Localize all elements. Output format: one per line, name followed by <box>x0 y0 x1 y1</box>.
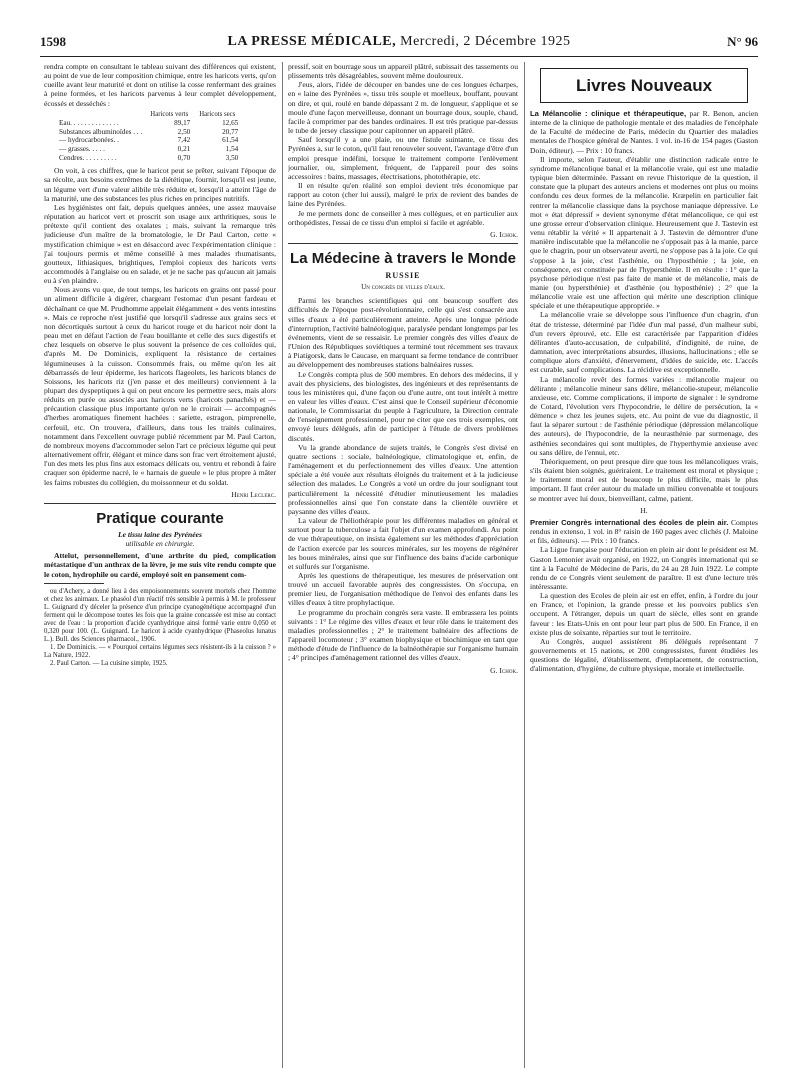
table-cell: 0,70 <box>177 153 191 162</box>
book-reference: Comptes rendus in extenso, 1 vol. in 8° raisin de 160 pages avec clichés (J. Maloine et fils, éditeurs). — Prix : 10 francs. <box>530 517 758 546</box>
paragraph: Le Congrès compta plus de 500 membres. En dehors des médecins, il y avait des physiciens, des biologistes, des ingénieurs et des représentants de tous les ministères qui, d'une façon ou d'une autre, ont tout intérêt à mettre en valeur les villes d'eaux. C'est ainsi que le Conseil supérieur d'économie nationale, le Commissariat du peuple à l'agriculture, la Direction centrale de l'enseignement professionnel, pour ne citer que ces trois exemples, ont envoyé leurs délégués, afin de participer à l'étude de divers problèmes discutés. <box>288 369 518 443</box>
paragraph: Les hygiénistes ont fait, depuis quelques années, une assez mauvaise réputation au haricot vert et proscrit son usage aux arthritiques, sous le prétexte qu'il contient des oxalates ; mais, suivant la remarque très judicieuse d'un maître de la bromatologie, le Dr Paul Carton, cette « mystification chimique » est en désaccord avec l'expérimentation clinique : j'ai toujours permis et même conseillé à mes malades rhumatisants, goutteux, lithiasiques, brightiques, l'emploi copieux des haricots verts accommodés à l'anglaise ou en salade, et je ne sache pas qu'aucun ait jamais eu à s'en plaindre. <box>44 202 276 286</box>
footnote-rule <box>44 583 104 584</box>
country-heading: RUSSIE <box>385 270 421 280</box>
paragraph: La mélancolie vraie se développe sous l'influence d'un chagrin, d'un état de tristesse, déterminé par l'idée d'un mal passé, d'un malheur subi, d'un revers éprouvé, etc. Elle est caractérisée par l'apparition d'idées délirantes d'auto-accusation, de culpabilité, d'indignité, de ruine, de damnation, avec interprétations absurdes, illusions, hallucinations ; elle se complique alors d'anxiété, d'énervement, d'idées de suicide, etc. L'accès est curable, sauf complications. La récidive est exceptionnelle. <box>530 310 758 375</box>
composition-table <box>56 110 241 162</box>
column-3 <box>530 62 758 1068</box>
table-cell: 12,65 <box>222 119 239 128</box>
book-reference: par R. Benon, ancien interne de la clinique de pathologie mentale et des maladies de l'encéphale de la Faculté de médecine de Paris, médecin du Quartier des maladies mentales de l'hospice général de Nantes. 1 vol. in-16 de 154 pages (Gaston Doin, éditeur). — Prix : 10 francs. <box>530 109 758 155</box>
table-cell: 1,54 <box>225 145 239 154</box>
section-box <box>540 68 748 103</box>
header-rule <box>40 56 758 57</box>
table-cell: 0,21 <box>177 145 191 154</box>
book-entry <box>530 109 758 155</box>
table-cell: 7,42 <box>177 136 191 145</box>
page-number: 1598 <box>40 34 66 49</box>
paragraph: Après les questions de thérapeutique, les mesures de préservation ont trouvé un accueil favorable auprès des congressistes. On s'occupa, en premier lieu, de l'organisation méthodique de l'envoi des enfants dans les villes d'eaux à titre prophylactique. <box>288 570 518 608</box>
paragraph: J'eus, alors, l'idée de découper en bandes une de ces longues écharpes, en « laine des Pyrénées », tissu très souple et moelleux, bouffant, pouvant on dire, et qui, roulé en bande dépassant 2 m. de longueur, s'applique et se moule d'une façon merveilleuse, donnant un bourrage doux, souple, chaud, facile à comprimer par des bandes ordinaires. Il est très pratique par-dessus le tube de jersey classique pour capitonner un appareil plâtré. <box>288 80 518 136</box>
article-subhead: Le tissu laine des Pyrénées <box>118 529 202 539</box>
article-subhead-2: utilisable en chirurgie. <box>125 539 195 549</box>
table-header: Haricots secs <box>199 110 236 118</box>
paragraph: Sauf lorsqu'il y a une plaie, ou une fistule suintante, ce tissu des Pyrénées a, sur le coton, qu'il faut renouveler souvent, l'avantage d'être d'un emploi presque indéfini, lorsque le traitement comporte l'enlèvement journalier, ou, simplement, fréquent, de l'appareil pour des soins accessoires : bains, massages, électrisations, photothérapie, etc. <box>288 135 518 181</box>
table-cell: Substances albuminoïdes . . . <box>59 127 143 136</box>
journal-name: LA PRESSE MÉDICALE, <box>227 34 397 49</box>
table-row <box>56 136 241 145</box>
issue-number: N° 96 <box>727 34 758 49</box>
paragraph: Parmi les branches scientifiques qui ont beaucoup souffert des difficultés de l'époque post-révolutionnaire, celle qui s'est consacrée aux villes d'eaux a été particulièrement atteinte. Après une longue période d'interruption, l'activité balnéologique, paralysée pendant longtemps par les événements, vient de se ressaisir. Le premier congrès des villes d'eaux de l'Union des Républiques soviétiques a terminé tout récemment ses travaux à Piatigorsk, dans le Caucase, en marquant sa ferme tendance de contribuer au développement des nombreuses stations balnéaires russes. <box>288 296 518 370</box>
footnotes <box>44 588 276 668</box>
paragraph: Je me permets donc de conseiller à mes collègues, et en particulier aux orthopédistes, l'essai de ce tissu d'un emploi si facile et agréable. <box>288 208 518 227</box>
paragraph: La Ligue française pour l'éducation en plein air dont le président est M. Gaston Lemonier avait organisé, en 1922, un Congrès international qui se tint à la Faculté de Médecine de Paris, du 24 au 28 Juin 1922. Le compte rendu de ce Congrès vient seulement de paraître. Il est d'une lecture très intéressante. <box>530 545 758 591</box>
paragraph: pressif, soit en bourrage sous un appareil plâtré, subissait des tassements ou plissements très désagréables, souvent même douloureux. <box>288 62 518 81</box>
table-row <box>56 119 241 128</box>
paragraph: Le programme du prochain congrès sera vaste. Il embrassera les points suivants : 1° Le régime des villes d'eaux et leur rôle dans le traitement des maladies professionnelles ; 2° le traitement balnéaire des affections de l'appareil locomoteur ; 3° examen biophysique et biochimique en tant que méthode d'étude de l'influence de la balnéothérapie sur l'organisme humain ; 4° principes d'aménagement rationnel des villes d'eaux. <box>288 607 518 663</box>
page-header <box>40 34 758 54</box>
table-cell: Cendres. . . . . . . . . . <box>59 153 117 162</box>
table-cell: Eau. . . . . . . . . . . . . . <box>59 119 119 128</box>
article-subhead: Un congrès de villes d'eaux. <box>361 283 445 292</box>
journal-title <box>40 34 758 50</box>
paragraph: Il en résulte qu'en réalité son emploi devient très économique par rapport au coton (cher lui aussi), malgré le prix de revient des bandes de laine des Pyrénées. <box>288 181 518 209</box>
paragraph: rendra compte en consultant le tableau suivant des différences qui existent, au point de vue de leur composition chimique, entre les haricots verts, qu'on cueille avant leur maturité et dont on utilise la cosse renfermant des graines à peine formées, et les haricots parvenus à leur complet développement, écossés et desséchés : <box>44 62 276 108</box>
footnote: 2. Paul Carton. — La cuisine simple, 1925. <box>50 659 168 667</box>
book-entry <box>530 518 758 545</box>
paragraph: Au Congrès, auquel assistèrent 86 délégués représentant 7 gouvernements et 15 nations, et 200 congressistes, furent étudiées les questions de légalité, d'établissement, d'emplacement, de construction, d'alimentation, d'hygiène, de culture physique, morale et intellectuelle. <box>530 636 758 674</box>
table-row <box>56 154 241 163</box>
table-row <box>56 145 241 154</box>
paragraph: Théoriquement, on peut presque dire que tous les mélancoliques vrais, s'ils étaient bien soignés, guériraient. Le traitement est moral et physique ; le traitement moral est de beaucoup le plus difficile, mais le plus important. Il faut créer autour du malade un milieu convenable et toujours se montrer avec lui doux, bienveillant, calme, patient. <box>530 456 758 503</box>
author-signature: G. Ichok. <box>490 229 518 239</box>
table-cell: 3,50 <box>225 153 239 162</box>
paragraph: La valeur de l'héliothérapie pour les différentes maladies en général et surtout pour la tuberculose a fait l'objet d'un examen approfondi. Au point de vue thérapeutique, on insista également sur les méthodes d'appréciation de l'action exercée par les sources minérales, sur les moyens de régénérer les boues minérales, ainsi que sur l'influence des bains d'acide carbonique et sulfurés sur l'organisme. <box>288 516 518 571</box>
table-row <box>56 128 241 137</box>
column-divider <box>524 62 525 1068</box>
table-cell: 20,77 <box>222 127 239 136</box>
table-cell: 61,54 <box>222 136 239 145</box>
author-signature: Henri Leclerc. <box>231 489 276 499</box>
section-rule <box>288 243 518 244</box>
section-title: La Médecine à travers le Monde <box>290 249 516 267</box>
issue-date: Mercredi, 2 Décembre 1925 <box>400 34 571 49</box>
table-cell: 2,50 <box>177 127 191 136</box>
column-divider <box>282 62 283 1068</box>
paragraph: Il importe, selon l'auteur, d'établir une distinction radicale entre le syndrome mélancolique banal et la mélancolie vraie, qui est une maladie typique bien déterminée. Passant en revue l'historique de la question, il constate que la plupart des auteurs anciens et modernes ont plus ou moins confondu ces deux formes de la mélancolie. Kræpelin en particulier fait rentrer la mélancolie classique dans la psychose maniaque dépressive. Le mot « état dépressif » devient synonyme d'état mélancolique, ce qui est une grosse erreur d'observation clinique. Heureusement que J. Tastevin est venu rétablir la vérité « Il appartenait à J. Tastevin de démontrer d'une manière indiscutable que la mélancolie ne s'opposait pas à la manie, parce que le chagrin, pour un observateur averti, ne s'oppose pas à la joie. Ce qui s'oppose à la joie, c'est l'asthénie, ou l'hyposthénie ; la joie, en conséquence, est constituée par de l'hypersthénie. Il en résulte : 1° que la psychose périodique n'est pas faite de manie et de mélancolie, mais de manie (ou hypersthénie) et d'asthénie (ou hyposthénie) ; 2° que la mélancolie vraie est une affection qui mérite une description clinique spéciale et une thérapeutique appropriée. » <box>530 154 758 311</box>
section-title: Livres Nouveaux <box>575 76 713 95</box>
footnote: 1. De Dominicis. — « Pourquoi certains légumes secs résistent-ils à la cuisson ? » La Nature, 1922. <box>44 643 276 659</box>
paragraph: On voit, à ces chiffres, que le haricot peut se prêter, suivant l'époque de sa récolte, aux besoins extrêmes de la diététique, fournir, lorsqu'il est jeune, un légume vert d'une valeur alibile très réduite et, lorsqu'il a atteint l'âge de la maturité, une des substances les plus riches en principes nutritifs. <box>44 166 276 203</box>
review-signature: H. <box>640 505 648 515</box>
paragraph: La question des Ecoles de plein air est en effet, enfin, à l'ordre du jour en France, et l'opinion, la grande presse et les pouvoirs publics s'en occupent. A l'étranger, depuis un quart de siècle, elles sont en grande faveur : les Etats-Unis en ont pour leur part plus de 500. En France, il en existe plus de soixante, réparties sur tout le territoire. <box>530 591 758 637</box>
column-2 <box>288 62 518 1068</box>
section-rule <box>44 503 276 504</box>
author-signature: G. Ichok. <box>490 665 518 675</box>
paragraph: Vu la grande abondance de sujets traités, le Congrès s'est divisé en quatre sections : sociale, balnéologique, climatologique et, enfin, de l'aménagement et du perfectionnement des villes d'eaux. Une attention spéciale a été vouée aux résultats éloignés du traitement et à la judicieuse sélection des malades. Le Congrès a voté un ordre du jour soulignant tout particulièrement la nécessité d'étudier minutieusement les maladies professionnelles ainsi que l'on constate dans la clientèle ouvrière et paysanne des villes d'eaux. <box>288 442 518 516</box>
section-title: Pratique courante <box>96 509 224 527</box>
footnote: ou d'Achery, a donné lieu à des empoisonnements souvent mortels chez l'homme et chez les animaux. Le phaséol d'un réactif très sensible à permis à M. le professeur L. Guignard d'y déceler la présence d'un principe cyanogénétique accompagné d'un ferment qui le décompose toutes les fois que la graine concassée est mise au contact avec de l'eau : la proportion d'acide cyanhydrique ainsi formé varie entre 0,050 et 0,320 pour 100. (L. Guignard. Le haricot à acide cyanhydrique (Phaseolus lunatus L.). Bull. des Sciences pharmacol., 1906. <box>44 587 276 643</box>
column-1 <box>44 62 276 1068</box>
paragraph: Attelut, personnellement, d'une arthrite du pied, complication métastatique d'un anthrax de la lèvre, je me suis vite rendu compte que le coton, hydrophile ou cardé, employé soit en pansement com- <box>44 551 276 579</box>
table-header: Haricots verts <box>150 110 189 118</box>
book-title: Premier Congrès international des écoles de plein air. <box>530 517 729 527</box>
paragraph: Nous avons vu que, de tout temps, les haricots en grains ont passé pour un aliment difficile à digérer, chargeant l'estomac d'un pesant fardeau et déchaînant ce que M. Prudhomme appelait élégamment « des vents intestins ». Mais ce reproche n'est justifié que lorsqu'il s'adresse aux grains secs et non décortiqués surtout à ceux du haricot rouge et du haricot noir dont la peau met en défaut l'action de l'eau bouillante et celle des sucs digestifs et chez lesquels on observe le plus souvent la présence de ces colloïdes qui, d'après M. De Dominicis, expliquent la résistance de certaines légumineuses à la cuisson. Consommés frais, ou même qu'on les ait débarrassés de leur épiderme, les haricots flageolets, les haricots blancs de Soissons, les haricots riz (j'en passe et des meilleurs) conviennent à la plupart des dyspeptiques à qui on peut encore les permettre secs, mais alors réduits en purée ou associés aux haricots verts (haricots panachés) et — précaution classique plus importante qu'on ne le croirait — accompagnés d'herbes aromatiques finement hachées : sariette, estragon, pimprenelle, cerfeuil, etc. On trouvera, d'ailleurs, dans tous les traités culinaires, notamment dans l'excellent ouvrage publié récemment par M. Paul Carton, de nombreux moyens d'accommoder selon l'art ce précieux légume qui peut alternativement offrir, élégant et mince dans son frac vert étroitement ajusté, l'un des mets les plus fins aux estomacs délicats ou, ventru et rebondi à faire craquer son épiderme nacré, le « harnais de gueule » le plus propre à mâter les faims robustes du collégien, du moissonneur et du soldat. <box>44 285 276 487</box>
table-cell: — hydrocarbonées. . <box>59 136 119 145</box>
paragraph: La mélancolie revêt des formes variées : mélancolie majeur ou délirante ; mélancolie mineur sans délire, mélancolie-stupeur, mélancolie anxieuse, etc. Comme complications, il importe de signaler : le syndrome de Cotard, l'évolution vers l'hypocondrie, le délire de persécution, la « démence » chez les jeunes sujets, etc. Au point de vue du diagnostic, il faut la séparer surtout : de l'asthénie périodique (dépression mélancolique des auteurs), de l'hypocondrie, de la neurasthénie par surmenage, des asthénies secondaires qui sont multiples, de l'hyperthymie anxieuse avec ou sans délire, de l'ennui, etc. <box>530 374 758 457</box>
book-title: La Mélancolie : clinique et thérapeutique, <box>530 109 687 118</box>
table-cell: — grasses. . . . . <box>59 145 105 154</box>
table-cell: 89,17 <box>174 119 191 128</box>
